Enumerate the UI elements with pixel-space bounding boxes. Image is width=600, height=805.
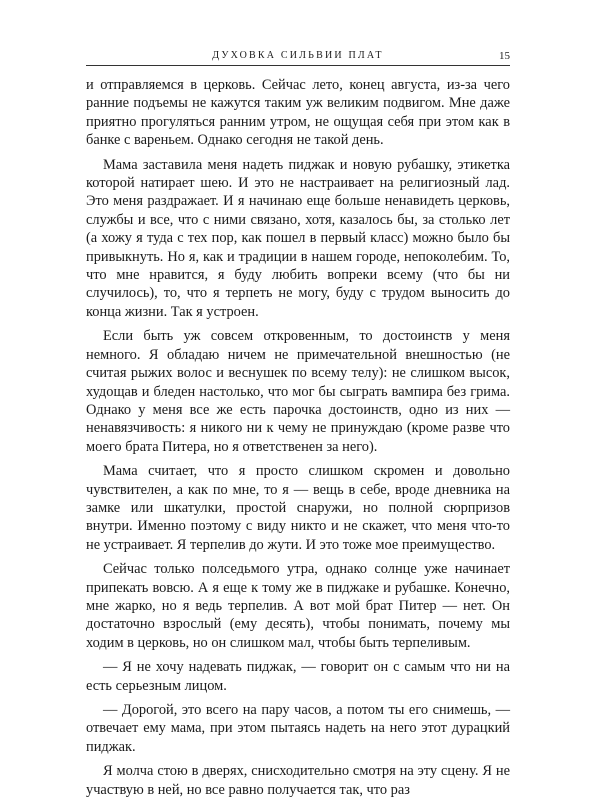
running-title: ДУХОВКА СИЛЬВИИ ПЛАТ (212, 50, 384, 61)
body-text (86, 76, 510, 805)
paragraph: и отправляемся в церковь. Сейчас лето, конец августа, из-за чего ранние подъемы не кажутся таким уж великим подвигом. Мне даже приятно прогуляться ранним утром, не ощущая себя при этом как в банке с вареньем. Однако сегодня не такой день. (86, 77, 510, 149)
header-rule (86, 65, 510, 66)
paragraph: Мама считает, что я просто слишком скромен и довольно чувствителен, а как по мне, то я — вещь в себе, вроде дневника на замке или шкатулки, простой снаружи, но полной сюрпризов внутри. Именно поэтому с виду никто и не скажет, что меня что-то не устраивает. Я терпелив до жути. И это тоже мое преимущество. (86, 463, 510, 553)
page-number: 15 (499, 50, 510, 62)
dialogue-line: — Дорогой, это всего на пару часов, а потом ты его снимешь, — отвечает ему мама, при этом пытаясь надеть на него этот дурацкий пиджак. (86, 702, 510, 755)
paragraph: Если быть уж совсем откровенным, то достоинств у меня немного. Я обладаю ничем не примечательной внешностью (не считая рыжих волос и веснушек по всему телу): не слишком высок, худощав и бледен настолько, что мог бы сыграть вампира без грима. Однако у меня все же есть парочка достоинств, одно из них — ненавязчивость: я никого ни к чему не принуждаю (кроме разве что моего брата Питера, но я ответственен за него). (86, 328, 510, 455)
paragraph: Мама заставила меня надеть пиджак и новую рубашку, этикетка которой натирает шею. И это не настраивает на религиозный лад. Это меня раздражает. И я начинаю еще больше ненавидеть церковь, службы и все, что с ними связано, хотя, казалось бы, за столько лет (а хожу я туда с тех пор, как пошел в первый класс) можно было бы привыкнуть. Но я, как и традиции в нашем городе, непоколебим. То, что мне нравится, я буду любить вопреки всему (что бы ни случилось), то, что я терпеть не могу, буду с трудом выносить до конца жизни. Так я устроен. (86, 156, 510, 320)
dialogue-line: — Я не хочу надевать пиджак, — говорит он с самым что ни на есть серьезным лицом. (86, 659, 510, 694)
paragraph: Я молча стою в дверях, снисходительно смотря на эту сцену. Я не участвую в ней, но все равно получается так, что раз (86, 763, 510, 798)
paragraph: Сейчас только полседьмого утра, однако солнце уже начинает припекать вовсю. А я еще к тому же в пиджаке и рубашке. Конечно, мне жарко, но я ведь терпелив. А вот мой брат Питер — нет. Он достаточно взрослый (ему десять), чтобы понимать, почему мы ходим в церковь, но он слишком мал, чтобы быть терпеливым. (86, 561, 510, 651)
running-header (86, 50, 510, 68)
